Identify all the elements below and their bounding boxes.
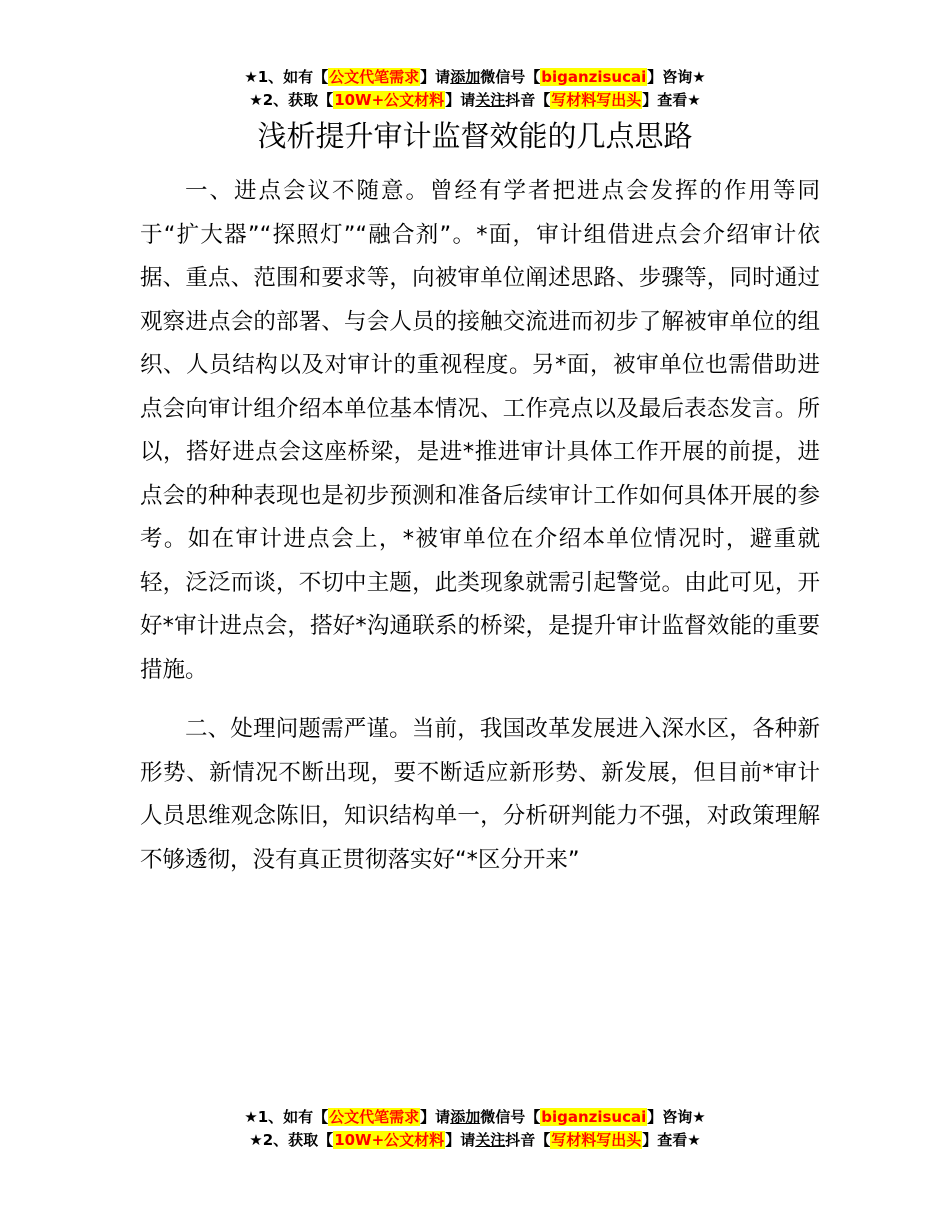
highlight-wechat-id: biganzisucai bbox=[541, 68, 647, 86]
underlined-add: 添加 bbox=[450, 1108, 481, 1126]
banner-text: 】咨询★ bbox=[647, 68, 706, 86]
highlight-ghost-writing: 公文代笔需求 bbox=[329, 1108, 420, 1126]
banner-text: 抖音【 bbox=[505, 1131, 551, 1149]
highlight-materials: 10W+公文材料 bbox=[334, 91, 445, 109]
banner-text: 】咨询★ bbox=[647, 1108, 706, 1126]
highlight-materials: 10W+公文材料 bbox=[334, 1131, 445, 1149]
highlight-douyin-account: 写材料写出头 bbox=[551, 1131, 642, 1149]
document-title: 浅析提升审计监督效能的几点思路 bbox=[257, 119, 693, 153]
banner-text: 】查看★ bbox=[642, 1131, 701, 1149]
underlined-add: 添加 bbox=[450, 68, 481, 86]
underlined-follow: 关注 bbox=[475, 91, 506, 109]
paragraph-1: 一、进点会议不随意。曾经有学者把进点会发挥的作用等同于“扩大器”“探照灯”“融合剂”。*面，审计组借进点会介绍审计依据、重点、范围和要求等，向被审单位阐述思路、步骤等，同时通过观察进点会的部署、与会人员的接触交流进而初步了解被审单位的组织、人员结构以及对审计的重视程度。另*面，被审单位也需借助进点会向审计组介绍本单位基本情况、工作亮点以及最后表态发言。所以，搭好进点会这座桥梁，是进*推进审计具体工作开展的前提，进点会的种种表现也是初步预测和准备后续审计工作如何具体开展的参考。如在审计进点会上，*被审单位在介绍本单位情况时，避重就轻，泛泛而谈，不切中主题，此类现象就需引起警觉。由此可见，开好*审计进点会，搭好*沟通联系的桥梁，是提升审计监督效能的重要措施。 bbox=[140, 178, 820, 683]
banner-text: ★1、如有【 bbox=[244, 1108, 329, 1126]
header-banner-line-2 bbox=[0, 89, 950, 112]
highlight-douyin-account: 写材料写出头 bbox=[551, 91, 642, 109]
header-banner bbox=[0, 66, 950, 112]
highlight-ghost-writing: 公文代笔需求 bbox=[329, 68, 420, 86]
banner-text: ★1、如有【 bbox=[244, 68, 329, 86]
header-banner-line-1 bbox=[0, 66, 950, 89]
banner-text: 】请 bbox=[420, 68, 451, 86]
banner-text: 】查看★ bbox=[642, 91, 701, 109]
document-body bbox=[140, 170, 820, 898]
footer-banner bbox=[0, 1106, 950, 1152]
footer-banner-line-2 bbox=[0, 1129, 950, 1152]
footer-banner-line-1 bbox=[0, 1106, 950, 1129]
highlight-wechat-id: biganzisucai bbox=[541, 1108, 647, 1126]
banner-text: 抖音【 bbox=[505, 91, 551, 109]
banner-text: 】请 bbox=[420, 1108, 451, 1126]
banner-text: 】请 bbox=[445, 1131, 476, 1149]
banner-text: 微信号【 bbox=[480, 68, 541, 86]
banner-text: ★2、获取【 bbox=[249, 1131, 334, 1149]
banner-text: 】请 bbox=[445, 91, 476, 109]
underlined-follow: 关注 bbox=[475, 1131, 506, 1149]
banner-text: 微信号【 bbox=[480, 1108, 541, 1126]
paragraph-2: 二、处理问题需严谨。当前，我国改革发展进入深水区，各种新形势、新情况不断出现，要不断适应新形势、新发展，但目前*审计人员思维观念陈旧，知识结构单一，分析研判能力不强，对政策理解不够透彻，没有真正贯彻落实好“*区分开来” bbox=[140, 716, 820, 873]
banner-text: ★2、获取【 bbox=[249, 91, 334, 109]
